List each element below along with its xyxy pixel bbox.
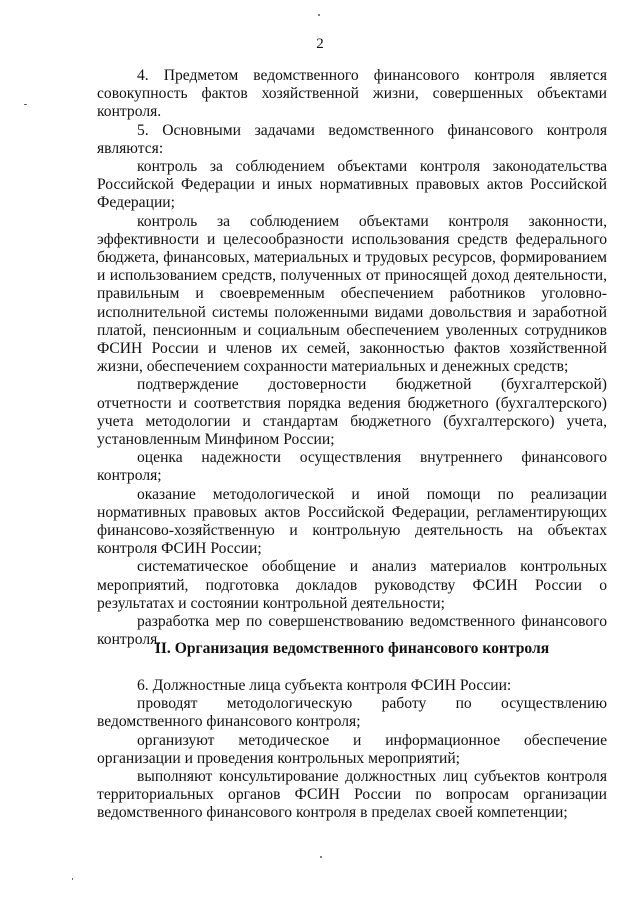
task-item-6: систематическое обобщение и анализ материалов контрольных мероприятий, подготовка докладов руководству ФСИН России о результатах и состоянии контрольной деятельности; (97, 558, 607, 612)
task-item-7: разработка мер по совершенствованию ведомственного финансового контроля. (97, 613, 607, 649)
paragraph-4: 4. Предметом ведомственного финансового контроля является совокупность фактов хозяйственной жизни, совершенных объектами контроля. (97, 67, 607, 121)
task-item-3: подтверждение достоверности бюджетной (бухгалтерской) отчетности и соответствия порядка ведения бюджетного (бухгалтерского) учета методологии и стандартам бюджетного (бухгалтерского) учета, установленным Минфином России; (97, 376, 607, 449)
scan-speck (24, 104, 27, 105)
text-block-after-heading (97, 677, 607, 823)
paragraph-6: 6. Должностные лица субъекта контроля ФСИН России: (137, 677, 512, 694)
scan-speck (318, 14, 320, 16)
page-number: 2 (316, 36, 324, 52)
duty-item-2: организуют методическое и информационное обеспечение организации и проведения контрольных мероприятий; (97, 731, 607, 767)
scan-speck (320, 856, 322, 858)
section-heading: II. Организация ведомственного финансового контроля (154, 640, 550, 657)
task-item-2: контроль за соблюдением объектами контроля законности, эффективности и целесообразности использования средств федерального бюджета, финансовых, материальных и трудовых ресурсов, формированием и использованием средств, полученных от приносящей доход деятельности, правильным и своевременным обеспечением работников уголовно-исполнительной системы положенными видами довольствия и заработной платой, пенсионным и социальным обеспечением уволенных сотрудников ФСИН России и членов их семей, законностью фактов хозяйственной жизни, обеспечением сохранности материальных и денежных средств; (97, 212, 607, 376)
task-item-4: оценка надежности осуществления внутреннего финансового контроля; (97, 449, 607, 485)
text-block-before-heading (97, 67, 607, 650)
scan-speck (72, 878, 73, 880)
task-item-5: оказание методологической и иной помощи по реализации нормативных правовых актов Российской Федерации, регламентирующих финансово-хозяйственную и контрольную деятельность на объектах контроля ФСИН России; (97, 485, 607, 558)
duty-item-1: проводят методологическую работу по осуществлению ведомственного финансового контроля; (97, 695, 607, 731)
duty-item-3: выполняют консультирование должностных лиц субъектов контроля территориальных органов ФСИН России по вопросам организации ведомственного финансового контроля в пределах своей компетенции; (97, 768, 607, 822)
task-item-1: контроль за соблюдением объектами контроля законодательства Российской Федерации и иных нормативных правовых актов Российской Федерации; (97, 158, 607, 212)
paragraph-5: 5. Основными задачами ведомственного финансового контроля являются: (97, 121, 607, 157)
